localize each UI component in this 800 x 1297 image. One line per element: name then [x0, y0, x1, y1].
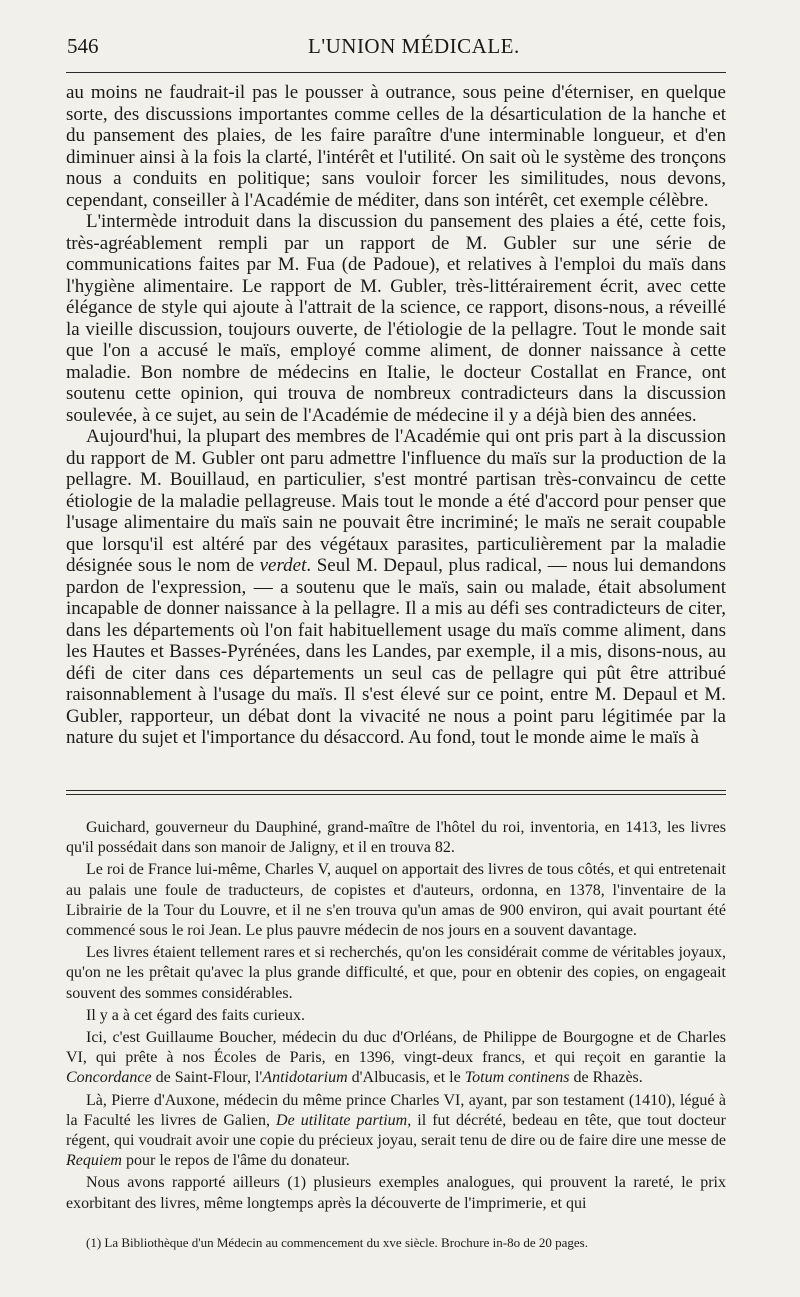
note-5-text-d: de Rhazès.	[569, 1069, 643, 1087]
note-7: Nous avons rapporté ailleurs (1) plusieurs exemples analogues, qui prouvent la rareté, le prix exorbitant des livres, même longtemps après la découverte de l'imprimerie, et qui	[66, 1174, 726, 1212]
note-2: Le roi de France lui-même, Charles V, auquel on apportait des livres de tous côtés, et qui entretenait au palais une foule de traducteurs, de copistes et d'auteurs, ordonna, en 1378, l'inventaire de la Librairie de la Tour du Louvre, et il ne s'en trouva qu'un amas de 900 environ, qui avait pourtant été commencé sous le roi Jean. Le plus pauvre médecin de nos jours en a souvent davantage.	[66, 861, 726, 940]
note-5-text-c: d'Albucasis, et le	[347, 1069, 465, 1087]
paragraph-2: L'intermède introduit dans la discussion du pansement des plaies a été, cette fois, très-agréablement rempli par un rapport de M. Gubler sur une série de communications faites par M. Fua (de Padoue), et relatives à l'emploi du maïs dans l'hygiène alimentaire. Le rapport de M. Gubler, très-littérairement écrit, avec cette élégance de style qui ajoute à l'attrait de la science, ce rapport, disons-nous, a réveillé la vieille discussion, toujours ouverte, de l'étiologie de la pellagre. Tout le monde sait que l'on a accusé le maïs, employé comme aliment, de donner naissance à cette maladie. Bon nombre de médecins en Italie, le docteur Costallat en France, ont soutenu cette opinion, qui trouva de nombreux contradicteurs dans la discussion soulevée, à ce sujet, au sein de l'Académie de médecine il y a déjà bien des années.	[66, 211, 726, 426]
paragraph-3-part-a: Aujourd'hui, la plupart des membres de l'Académie qui ont pris part à la discussion du rapport de M. Gubler ont paru admettre l'influence du maïs sur la production de la pellagre. M. Bouillaud, en particulier, s'est montré partisan très-convaincu de cette étiologie de la maladie pellagreuse. Mais tout le monde a été d'accord pour penser que l'usage alimentaire du maïs sain ne pouvait être incriminé; le maïs ne serait coupable que lorsqu'il est altéré par des végétaux parasites, particulièrement par la maladie désignée sous le nom de	[66, 426, 726, 576]
note-3: Les livres étaient tellement rares et si recherchés, qu'on les considérait comme de véritables joyaux, qu'on ne les prêtait qu'avec la plus grande difficulté, et que, pour en obtenir des copies, on engageait souvent des sommes considérables.	[66, 944, 726, 1002]
main-article-text	[66, 82, 726, 749]
title-requiem: Requiem	[66, 1152, 122, 1170]
page-number: 546	[67, 34, 99, 58]
note-1: Guichard, gouverneur du Dauphiné, grand-maître de l'hôtel du roi, inventoria, en 1413, les livres qu'il possédait dans son manoir de Jaligny, et il en trouva 82.	[66, 819, 726, 857]
note-6	[66, 1091, 726, 1172]
section-divider	[66, 790, 726, 795]
note-6-text-a: Là, Pierre d'Auxone, médecin du même prince Charles VI, ayant, par son testament (1410), légué à la Faculté les livres de Galien,	[66, 1091, 726, 1129]
note-6-text-c: pour le repos de l'âme du donateur.	[121, 1152, 350, 1170]
header-rule	[66, 72, 726, 73]
title-totum-continens: Totum continens	[464, 1069, 570, 1087]
verdet-term: verdet	[259, 555, 307, 576]
note-5-text-b: de Saint-Flour, l'	[151, 1069, 263, 1087]
journal-title: L'UNION MÉDICALE.	[308, 34, 520, 58]
running-head	[0, 34, 800, 64]
footnote: (1) La Bibliothèque d'un Médecin au commencement du xve siècle. Brochure in-8o de 20 pages.	[86, 1235, 588, 1250]
paragraph-3	[66, 426, 726, 749]
paragraph-3-part-b: . Seul M. Depaul, plus radical, — nous lui demandons pardon de l'expression, — a soutenu que le maïs, sain ou malade, était absolument incapable de donner naissance à la pellagre. Il a mis au défi ses contradicteurs de citer, dans les départements où l'on fait habituellement usage du maïs comme aliment, dans les Hautes et Basses-Pyrénées, dans les Landes, par exemple, il a mis, disons-nous, au défi de citer dans ces départements un seul cas de pellagre qui pût être attribué raisonnablement à l'usage du maïs. Il s'est élevé sur ce point, entre M. Depaul et M. Gubler, rapporteur, un débat dont la vivacité ne nous a point paru légitimée par la nature du sujet et l'importance du désaccord. Au fond, tout le monde aime le maïs à	[66, 555, 726, 748]
note-4: Il y a à cet égard des faits curieux.	[86, 1006, 306, 1024]
feuilleton-notes	[66, 818, 726, 1216]
paragraph-1: au moins ne faudrait-il pas le pousser à outrance, sous peine d'éterniser, en quelque sorte, des discussions importantes comme celles de la désarticulation de la hanche et du pansement des plaies, de les faire paraître d'une interminable longueur, et d'en diminuer ainsi à la fois la clarté, l'intérêt et l'utilité. On sait où le système des tronçons nous a conduits en politique; sans vouloir forcer les similitudes, nous devons, cependant, conseiller à l'Académie de méditer, dans son intérêt, cet exemple célèbre.	[66, 82, 726, 211]
note-5	[66, 1028, 726, 1089]
note-5-text-a: Ici, c'est Guillaume Boucher, médecin du duc d'Orléans, de Philippe de Bourgogne et de Charles VI, qui prête à nos Écoles de Paris, en 1396, vingt-deux francs, et qui reçoit en garantie la	[66, 1029, 726, 1067]
title-de-utilitate-partium: De utilitate partium	[276, 1111, 408, 1129]
title-antidotarium: Antidotarium	[262, 1069, 348, 1087]
title-concordance: Concordance	[66, 1069, 152, 1087]
note-6-text-b: , il fut décrété, bedeau en tête, que tout docteur régent, qui voudrait avoir une copie du précieux joyau, serait tenu de dire ou de faire dire une messe de	[66, 1111, 726, 1150]
